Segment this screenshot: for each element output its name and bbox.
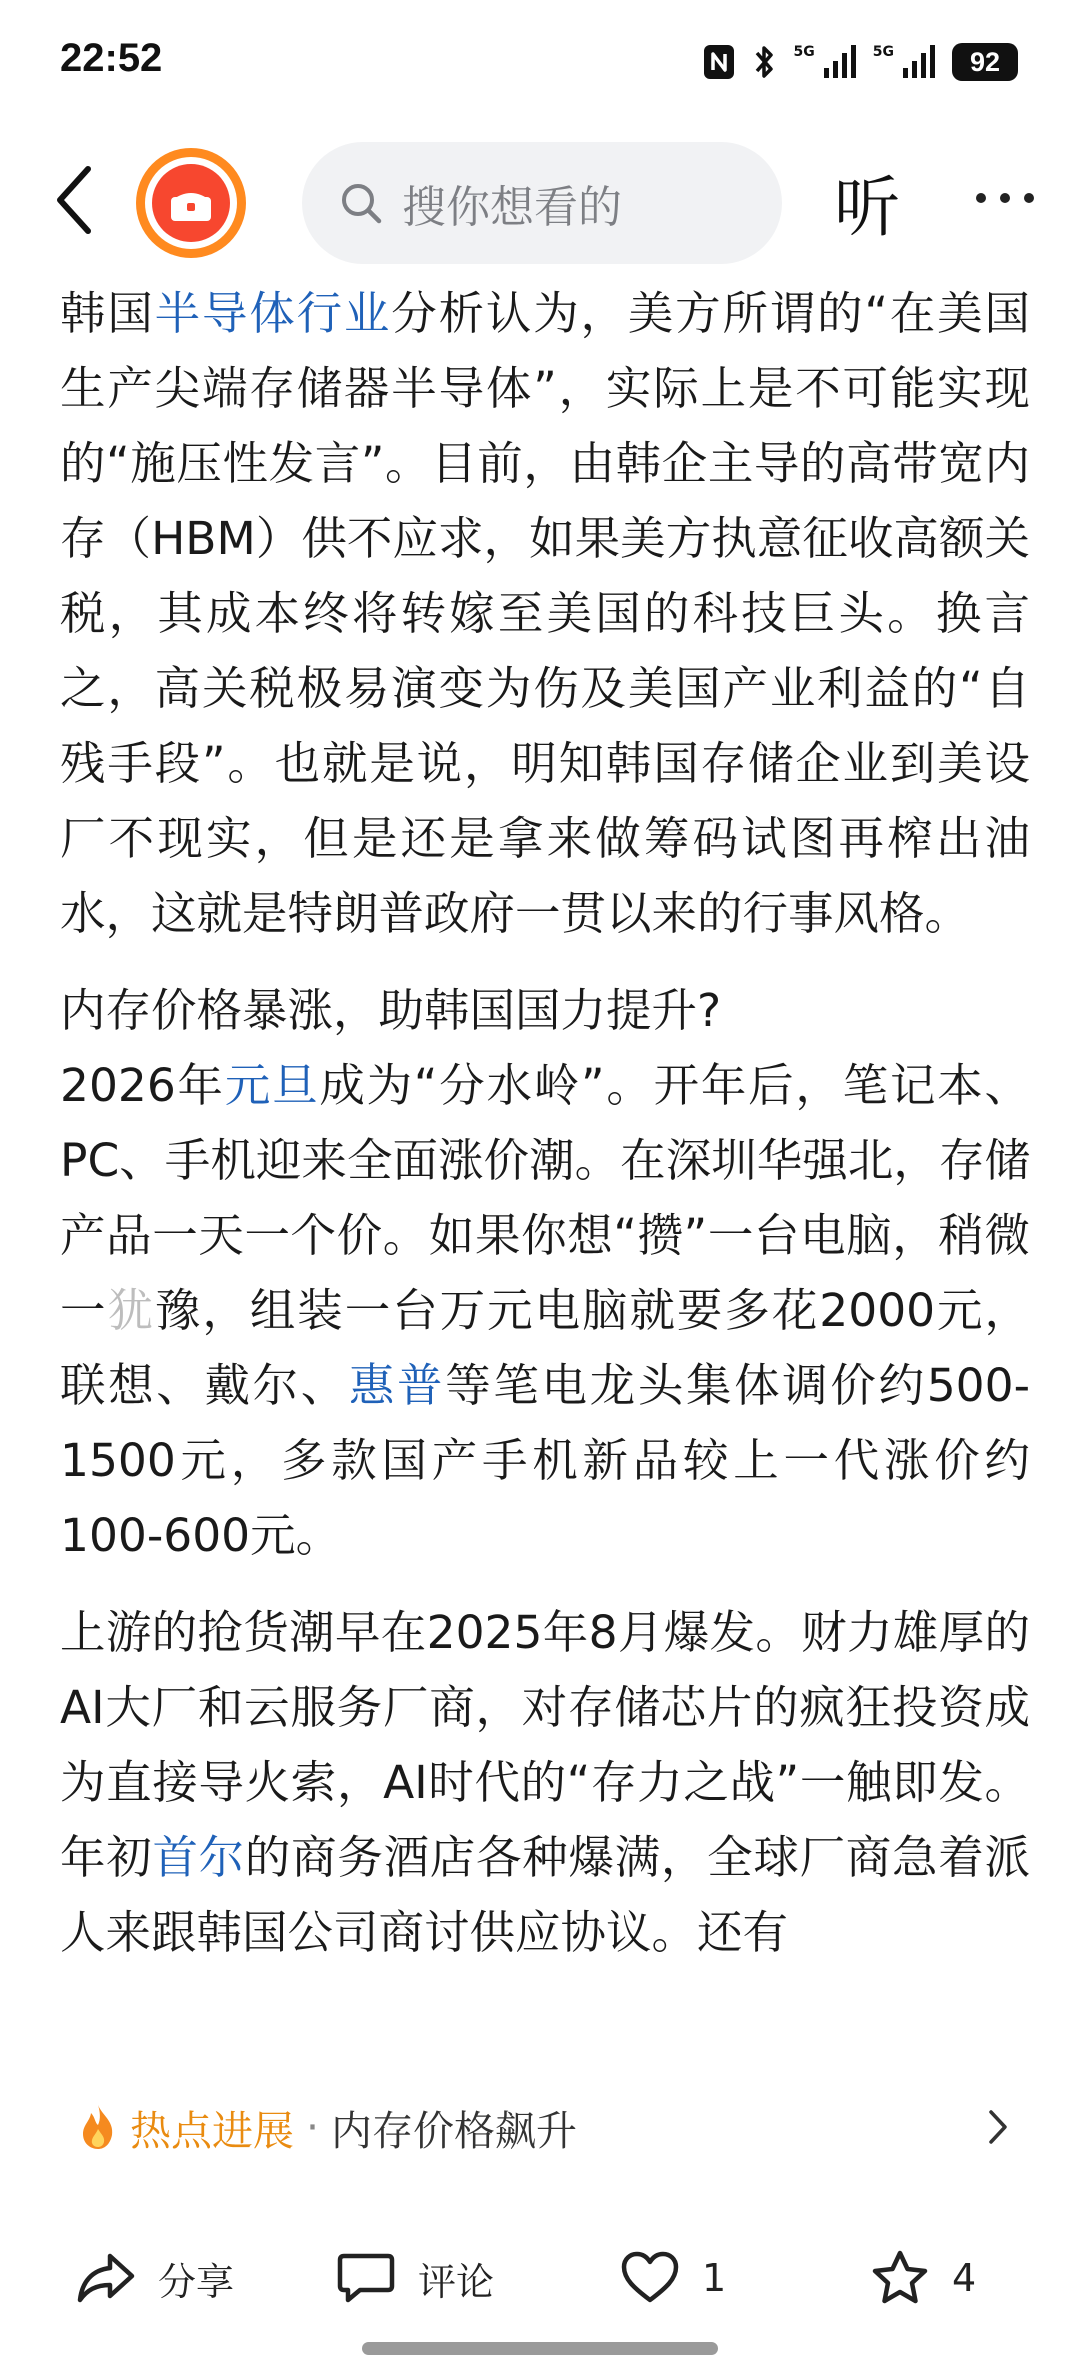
text-run: 的商务酒店各种爆满，全球厂商急着派人来跟韩国公司商讨供应协议。还有 <box>60 1831 1030 1959</box>
text-run: 等笔电龙头集体调价约500-1500元，多款国产手机新品较上一代涨价约100-600元。 <box>60 1359 1030 1562</box>
text-run: 上游的抢货潮早在2025年8月爆发。财力雄厚的AI大厂和云服务厂商，对存储芯片的疯狂投资成为直接导火索，AI时代的“存力之战”一触即发。年初 <box>60 1606 1030 1884</box>
hot-separator: · <box>306 2103 320 2151</box>
share-icon <box>76 2250 136 2306</box>
hot-progress-bar[interactable] <box>78 2092 1018 2162</box>
article-body <box>60 276 1030 1970</box>
share-label: 分享 <box>158 2259 235 2304</box>
text-run: 分析认为，美方所谓的“在美国生产尖端存储器半导体”，实际上是不可能实现的“施压性发言”。目前，由韩企主导的高带宽内存（HBM）供不应求，如果美方执意征收高额关税，其成本终将转嫁至美国的科技巨头。换言之，高关税极易演变为伤及美国产业利益的“自残手段”。也就是说，明知韩国存储企业到美设厂不现实，但是还是拿来做筹码试图再榨出油水，这就是特朗普政府一贯以来的行事风格。 <box>60 287 1030 940</box>
like-count: 1 <box>702 2256 727 2300</box>
nfc-icon <box>702 43 736 81</box>
more-dot-icon <box>1024 193 1034 203</box>
bluetooth-icon <box>752 42 778 82</box>
article-paragraph <box>60 1595 1030 1970</box>
home-indicator[interactable] <box>362 2342 718 2355</box>
keyword-link-hp[interactable]: 惠普 <box>348 1359 446 1412</box>
battery-indicator: 92 <box>952 43 1018 81</box>
hot-title: 内存价格飙升 <box>331 2106 578 2155</box>
favorite-count: 4 <box>952 2256 977 2300</box>
logo-icon <box>169 183 213 223</box>
top-nav <box>0 126 1080 274</box>
search-icon <box>338 180 384 226</box>
text-run: 犹 <box>107 1284 155 1337</box>
text-run: 韩国 <box>60 287 155 340</box>
status-bar <box>0 0 1080 126</box>
article-paragraph <box>60 1048 1030 1573</box>
app-logo[interactable] <box>136 148 246 258</box>
search-placeholder: 搜你想看的 <box>402 182 622 233</box>
comment-label: 评论 <box>418 2259 495 2304</box>
signal-icon <box>902 44 936 80</box>
text-run: 成为“分水岭”。开年后，笔记本、PC、手机迎来全面涨价潮。在深圳华强北，存储产品一天一个价。如果你想“攒”一台电脑，稍微一 <box>60 1059 1030 1337</box>
text-run: 2026年 <box>60 1059 225 1112</box>
action-bar <box>0 2220 1080 2340</box>
back-arrow-icon <box>54 165 94 235</box>
flame-icon <box>78 2103 118 2151</box>
hot-label: 热点进展 <box>130 2106 294 2155</box>
search-bar[interactable] <box>302 142 782 264</box>
signal-label-1: 5G <box>793 44 815 60</box>
listen-button[interactable]: 听 <box>834 169 900 246</box>
like-button[interactable] <box>620 2238 726 2318</box>
comment-icon <box>336 2250 396 2306</box>
more-dot-icon <box>1000 193 1010 203</box>
signal-label-2: 5G <box>872 44 894 60</box>
heart-icon <box>620 2250 680 2306</box>
comment-button[interactable] <box>336 2238 494 2318</box>
star-icon <box>870 2249 930 2307</box>
keyword-link-semiconductor[interactable]: 半导体行业 <box>154 287 392 340</box>
more-button[interactable] <box>955 168 1055 228</box>
share-button[interactable] <box>76 2238 234 2318</box>
section-heading: 内存价格暴涨，助韩国国力提升? <box>60 984 722 1037</box>
status-icons <box>702 40 1018 84</box>
article-paragraph <box>60 276 1030 951</box>
text-run: 豫，组装一台万元电脑就要多花2000元，联想、戴尔、 <box>60 1284 1030 1412</box>
keyword-link-new-year[interactable]: 元旦 <box>224 1059 320 1112</box>
more-dot-icon <box>976 193 986 203</box>
signal-icon <box>823 44 857 80</box>
back-button[interactable] <box>44 158 104 242</box>
chevron-right-icon <box>978 2102 1018 2152</box>
status-time: 22:52 <box>60 36 163 80</box>
favorite-button[interactable] <box>870 2238 976 2318</box>
keyword-link-seoul[interactable]: 首尔 <box>152 1831 245 1884</box>
